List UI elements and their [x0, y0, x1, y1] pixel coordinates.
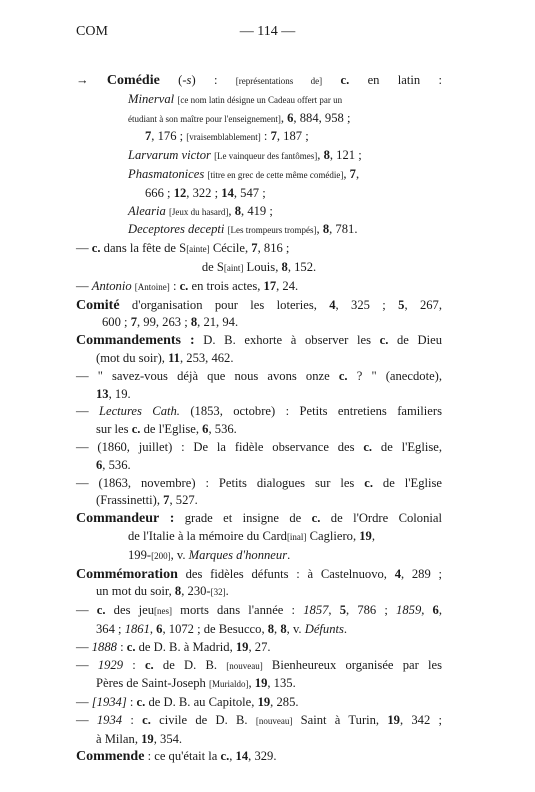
entry-line: Deceptores decepti [Les trompeurs trompés], 8, 781. — [128, 222, 358, 237]
entry-line: Larvarum victor [Le vainqueur des fantômes], 8, 121 ; — [128, 148, 362, 163]
entry-line: — (1863, novembre) : Petits dialogues sur les c. de l'Eglise — [76, 475, 442, 490]
entry-line: — Lectures Cath. (1853, octobre) : Petits entretiens familiers — [76, 404, 442, 419]
entry-line: 364 ; 1861, 6, 1072 ; de Besucco, 8, 8, v. Défunts. — [96, 621, 348, 636]
entry-line: un mot du soir, 8, 230-[32]. — [96, 584, 229, 599]
entry-heading: Commende — [76, 749, 145, 765]
entry-line: → Comédie (-s) : [représentations de] c. en latin : — [76, 73, 443, 88]
entry-line: (Frassinetti), 7, 527. — [96, 493, 198, 508]
entry-line: — Antonio [Antoine] : c. en trois actes, 17, 24. — [76, 278, 299, 293]
entry-line: Commémoration des fidèles défunts : à Castelnuovo, 4, 289 ; — [76, 566, 442, 582]
entry-line: Phasmatonices [titre en grec de cette même comédie], 7, — [128, 166, 360, 181]
entry-line: (mot du soir), 11, 253, 462. — [96, 350, 234, 365]
running-header-section: COM — [76, 24, 108, 39]
entry-line: Comité d'organisation pour les loteries, 4, 325 ; 5, 267, — [76, 297, 442, 313]
entry-line: Pères de Saint-Joseph [Murialdo], 19, 135. — [96, 676, 296, 691]
entry-heading: Commémoration — [76, 566, 178, 582]
entry-heading: Comédie — [106, 73, 160, 88]
entry-line: Commandements : D. B. exhorte à observer les c. de Dieu — [76, 333, 442, 349]
entry-line: 7, 176 ; [vraisemblablement] : 7, 187 ; — [145, 129, 309, 144]
entry-line: 199-[200], v. Marques d'honneur. — [128, 547, 291, 562]
entry-line: Commende : ce qu'était la c., 14, 329. — [76, 749, 277, 765]
entry-line: 666 ; 12, 322 ; 14, 547 ; — [145, 185, 266, 200]
entry-line: 13, 19. — [96, 386, 131, 401]
entry-line: — [1934] : c. de D. B. au Capitole, 19, 285. — [76, 695, 299, 710]
entry-heading: Commandements : — [76, 333, 195, 349]
entry-line: étudiant à son maître pour l'enseignement], 6, 884, 958 ; — [128, 110, 351, 125]
entry-line: — 1888 : c. de D. B. à Madrid, 19, 27. — [76, 639, 271, 654]
entry-line: — 1929 : c. de D. B. [nouveau] Bienheureux organisée par les — [76, 657, 442, 672]
entry-line: — (1860, juillet) : De la fidèle observance des c. de l'Eglise, — [76, 439, 442, 454]
arrow-icon: → — [76, 73, 107, 87]
entry-line: — c. des jeu[nes] morts dans l'année : 1857, 5, 786 ; 1859, 6, — [76, 603, 442, 618]
entry-line: à Milan, 19, 354. — [96, 731, 183, 746]
entry-line: 6, 536. — [96, 457, 131, 472]
entry-line: — c. dans la fête de S[ainte] Cécile, 7, 816 ; — [76, 241, 290, 256]
entry-line: sur les c. de l'Eglise, 6, 536. — [96, 422, 237, 437]
entry-line: 600 ; 7, 99, 263 ; 8, 21, 94. — [102, 315, 239, 330]
entry-line: de l'Italie à la mémoire du Card[inal] Cagliero, 19, — [128, 528, 375, 543]
entry-line: Alearia [Jeux du hasard], 8, 419 ; — [128, 203, 273, 218]
entry-line: Commandeur : grade et insigne de c. de l'Ordre Colonial — [76, 511, 442, 527]
entry-line: — " savez-vous déjà que nous avons onze c. ? " (anecdote), — [76, 368, 442, 383]
index-body — [76, 72, 442, 766]
entry-heading: Comité — [76, 297, 120, 313]
entry-line: — 1934 : c. civile de D. B. [nouveau] Saint à Turin, 19, 342 ; — [76, 712, 443, 727]
page-number: — 114 — — [239, 24, 296, 39]
entry-heading: Commandeur : — [76, 511, 175, 527]
entry-line: de S[aint] Louis, 8, 152. — [201, 259, 317, 274]
entry-line: Minerval [ce nom latin désigne un Cadeau offert par un — [128, 91, 343, 106]
